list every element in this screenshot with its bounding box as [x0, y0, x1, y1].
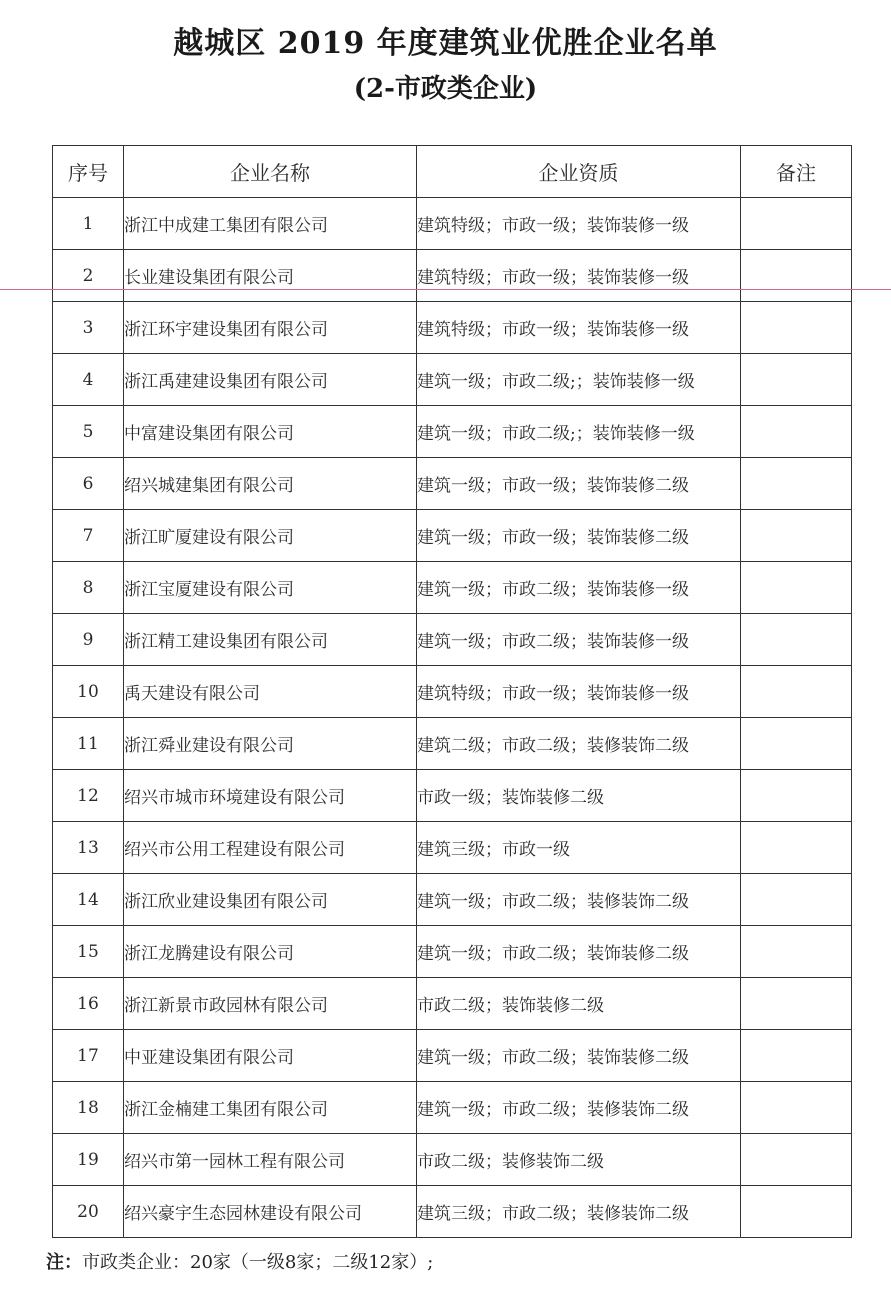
- table-row: [53, 1082, 852, 1134]
- header-name: 企业名称: [124, 146, 417, 198]
- row-qualification: 市政二级；装修装饰二级: [417, 1134, 741, 1186]
- row-remark: [741, 874, 852, 926]
- row-remark: [741, 822, 852, 874]
- row-qualification: 建筑一级；市政二级；装饰装修一级: [417, 614, 741, 666]
- row-remark: [741, 354, 852, 406]
- row-name: 浙江新景市政园林有限公司: [124, 978, 417, 1030]
- row-index: 1: [53, 198, 124, 250]
- footnote: [46, 1248, 433, 1274]
- table-row: [53, 718, 852, 770]
- document-subtitle: (2-市政类企业): [353, 74, 538, 104]
- table-row: [53, 562, 852, 614]
- header-remark: 备注: [741, 146, 852, 198]
- table-row: [53, 1030, 852, 1082]
- document-title: 越城区 2019 年度建筑业优胜企业名单: [173, 26, 718, 61]
- row-remark: [741, 562, 852, 614]
- row-name: 浙江金楠建工集团有限公司: [124, 1082, 417, 1134]
- header-qualification: 企业资质: [417, 146, 741, 198]
- row-qualification: 建筑一级；市政一级；装饰装修二级: [417, 510, 741, 562]
- table-row: [53, 458, 852, 510]
- row-remark: [741, 510, 852, 562]
- table-row: [53, 302, 852, 354]
- table-row: [53, 250, 852, 302]
- row-remark: [741, 1186, 852, 1238]
- row-name: 绍兴豪宇生态园林建设有限公司: [124, 1186, 417, 1238]
- row-index: 17: [53, 1030, 124, 1082]
- row-qualification: 建筑一级；市政二级;；装饰装修一级: [417, 354, 741, 406]
- row-name: 绍兴市城市环境建设有限公司: [124, 770, 417, 822]
- row-index: 7: [53, 510, 124, 562]
- row-remark: [741, 406, 852, 458]
- row-qualification: 建筑一级；市政二级;；装饰装修一级: [417, 406, 741, 458]
- table-row: [53, 1186, 852, 1238]
- enterprise-table: [52, 145, 852, 1238]
- row-qualification: 建筑一级；市政二级；装饰装修二级: [417, 926, 741, 978]
- row-index: 8: [53, 562, 124, 614]
- row-qualification: 建筑特级；市政一级；装饰装修一级: [417, 198, 741, 250]
- row-index: 4: [53, 354, 124, 406]
- red-scan-line: [0, 289, 891, 290]
- row-name: 浙江中成建工集团有限公司: [124, 198, 417, 250]
- table-row: [53, 822, 852, 874]
- row-name: 浙江龙腾建设有限公司: [124, 926, 417, 978]
- row-index: 20: [53, 1186, 124, 1238]
- row-index: 11: [53, 718, 124, 770]
- table-row: [53, 406, 852, 458]
- row-remark: [741, 1134, 852, 1186]
- table-row: [53, 978, 852, 1030]
- row-index: 12: [53, 770, 124, 822]
- row-remark: [741, 302, 852, 354]
- row-index: 10: [53, 666, 124, 718]
- row-index: 9: [53, 614, 124, 666]
- row-remark: [741, 1082, 852, 1134]
- row-index: 2: [53, 250, 124, 302]
- row-index: 3: [53, 302, 124, 354]
- row-remark: [741, 666, 852, 718]
- row-qualification: 建筑一级；市政一级；装饰装修二级: [417, 458, 741, 510]
- table-row: [53, 666, 852, 718]
- row-name: 浙江精工建设集团有限公司: [124, 614, 417, 666]
- row-remark: [741, 926, 852, 978]
- row-index: 18: [53, 1082, 124, 1134]
- header-index: 序号: [53, 146, 124, 198]
- row-remark: [741, 1030, 852, 1082]
- row-name: 中亚建设集团有限公司: [124, 1030, 417, 1082]
- table-row: [53, 926, 852, 978]
- row-qualification: 建筑特级；市政一级；装饰装修一级: [417, 250, 741, 302]
- row-index: 16: [53, 978, 124, 1030]
- row-qualification: 建筑特级；市政一级；装饰装修一级: [417, 302, 741, 354]
- row-qualification: 建筑二级；市政二级；装修装饰二级: [417, 718, 741, 770]
- row-name: 浙江欣业建设集团有限公司: [124, 874, 417, 926]
- row-qualification: 市政二级；装饰装修二级: [417, 978, 741, 1030]
- row-remark: [741, 770, 852, 822]
- row-qualification: 建筑一级；市政二级；装修装饰二级: [417, 1082, 741, 1134]
- row-qualification: 市政一级；装饰装修二级: [417, 770, 741, 822]
- row-remark: [741, 614, 852, 666]
- row-remark: [741, 458, 852, 510]
- table-row: [53, 874, 852, 926]
- row-qualification: 建筑特级；市政一级；装饰装修一级: [417, 666, 741, 718]
- table-row: [53, 770, 852, 822]
- row-index: 15: [53, 926, 124, 978]
- row-remark: [741, 250, 852, 302]
- row-name: 浙江禹建建设集团有限公司: [124, 354, 417, 406]
- table-header-row: [53, 146, 852, 198]
- row-index: 19: [53, 1134, 124, 1186]
- row-name: 长业建设集团有限公司: [124, 250, 417, 302]
- table-row: [53, 614, 852, 666]
- row-name: 中富建设集团有限公司: [124, 406, 417, 458]
- footnote-label: 注：: [46, 1252, 82, 1273]
- table-row: [53, 510, 852, 562]
- row-name: 禹天建设有限公司: [124, 666, 417, 718]
- row-qualification: 建筑一级；市政二级；装饰装修一级: [417, 562, 741, 614]
- row-name: 浙江旷厦建设有限公司: [124, 510, 417, 562]
- footnote-text: 市政类企业：20家（一级8家；二级12家）;: [82, 1252, 434, 1273]
- table-row: [53, 354, 852, 406]
- row-index: 14: [53, 874, 124, 926]
- row-qualification: 建筑三级；市政二级；装修装饰二级: [417, 1186, 741, 1238]
- row-remark: [741, 198, 852, 250]
- row-name: 绍兴市公用工程建设有限公司: [124, 822, 417, 874]
- row-remark: [741, 718, 852, 770]
- row-name: 绍兴市第一园林工程有限公司: [124, 1134, 417, 1186]
- row-index: 13: [53, 822, 124, 874]
- row-name: 浙江宝厦建设有限公司: [124, 562, 417, 614]
- row-name: 浙江环宇建设集团有限公司: [124, 302, 417, 354]
- table-row: [53, 1134, 852, 1186]
- row-name: 绍兴城建集团有限公司: [124, 458, 417, 510]
- table-row: [53, 198, 852, 250]
- row-name: 浙江舜业建设有限公司: [124, 718, 417, 770]
- row-index: 6: [53, 458, 124, 510]
- row-qualification: 建筑一级；市政二级；装修装饰二级: [417, 874, 741, 926]
- row-qualification: 建筑一级；市政二级；装饰装修二级: [417, 1030, 741, 1082]
- row-index: 5: [53, 406, 124, 458]
- row-qualification: 建筑三级；市政一级: [417, 822, 741, 874]
- row-remark: [741, 978, 852, 1030]
